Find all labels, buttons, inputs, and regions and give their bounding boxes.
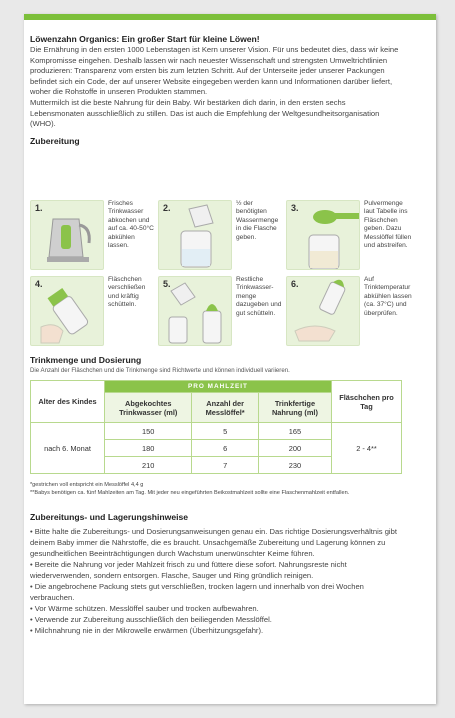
dosage-table — [30, 380, 402, 474]
step-text: ½ der benötigten Wassermenge in die Flasche geben. — [236, 200, 279, 241]
bottles-value: 2 - 4** — [332, 423, 402, 474]
step-number: 3. — [291, 203, 299, 213]
ready-cell: 165 — [258, 423, 331, 440]
hint-item: • Milchnahrung nie in der Mikrowelle erwärmen (Überhitzungsgefahr). — [30, 626, 264, 635]
step-text: Pulvermenge laut Tabelle ins Fläschchen geben. Dazu Messlöffel füllen und abstreifen. — [364, 200, 412, 250]
per-meal-header: PRO MAHLZEIT — [105, 381, 332, 393]
hint-item: • Die angebrochene Packung stets gut verschließen, trocken lagern und innerhalb von drei Wochen verbrauchen. — [30, 582, 364, 602]
step-text: Restliche Trinkwasser-menge dazugeben und gut schütteln. — [236, 276, 282, 317]
ready-cell: 200 — [258, 440, 331, 457]
hint-item: • Bereite die Nahrung vor jeder Mahlzeit frisch zu und füttere diese sofort. Nahrungsreste nicht wiederverwenden, sondern entsorgen. Flasche, Sauger und Ring gründlich reinigen. — [30, 560, 347, 580]
step-number: 4. — [35, 279, 43, 289]
water-cell: 210 — [105, 457, 192, 474]
step-number: 1. — [35, 203, 43, 213]
prep-step-4 — [30, 276, 152, 354]
prep-step-1 — [30, 200, 152, 278]
prep-step-3 — [286, 200, 412, 278]
scoops-cell: 6 — [192, 440, 258, 457]
prep-step-5 — [158, 276, 280, 354]
intro-title: Löwenzahn Organics: Ein großer Start für kleine Löwen! — [30, 34, 260, 44]
dosage-note-2: **Babys benötigen ca. fünf Mahlzeiten am Tag. Mit jeder neu eingeführten Beikostmahlzeit sollte eine Flaschenmahlzeit entfallen. — [30, 489, 350, 496]
dosage-note-1: *gestrichen voll entspricht ein Messlöffel 4,4 g — [30, 482, 144, 488]
water-cell: 150 — [105, 423, 192, 440]
hint-item: • Verwende zur Zubereitung ausschließlich den beiliegenden Messlöffel. — [30, 615, 272, 624]
intro-paragraph-2: Muttermilch ist die beste Nahrung für dein Baby. Wir bestärken dich darin, in den ersten sechs Lebensmonaten ausschließlich zu stillen. Das ist auch die Empfehlung der Weltgesundheitsorganisation (WHO). — [30, 97, 380, 129]
hints-list — [30, 526, 402, 636]
prep-step-6 — [286, 276, 412, 354]
step-number: 2. — [163, 203, 171, 213]
hint-item: • Bitte halte die Zubereitungs- und Dosierungsanweisungen genau ein. Das richtige Dosierungsverhältnis gibt deinem Baby immer die Nährstoffe, die es braucht. Unsachgemäße Zubereitung und Lagerung können zu gesundheitlichen Beeinträchtigungen durch Wachstum unerwünschter Keime führen. — [30, 527, 397, 558]
water-header: Abgekochtes Trinkwasser (ml) — [105, 393, 192, 423]
step-number: 5. — [163, 279, 171, 289]
scoops-cell: 5 — [192, 423, 258, 440]
ready-cell: 230 — [258, 457, 331, 474]
bottles-header: Fläschchen pro Tag — [332, 381, 402, 423]
ready-header: Trinkfertige Nahrung (ml) — [258, 393, 331, 423]
hints-title: Zubereitungs- und Lagerungshinweise — [30, 512, 189, 522]
step-text: Auf Trinktemperatur abkühlen lassen (ca. 37°C) und überprüfen. — [364, 276, 412, 317]
age-value: nach 6. Monat — [31, 423, 105, 474]
water-cell: 180 — [105, 440, 192, 457]
prep-title: Zubereitung — [30, 135, 80, 146]
dosage-notes — [30, 482, 349, 498]
dosage-subtitle: Die Anzahl der Fläschchen und die Trinkmenge sind Richtwerte und können individuell variieren. — [30, 367, 290, 374]
intro-section — [30, 34, 402, 147]
top-accent-bar — [24, 14, 436, 20]
step-text: Fläschchen verschließen und kräftig schütteln. — [108, 276, 146, 309]
age-header: Alter des Kindes — [31, 381, 105, 423]
scoops-cell: 7 — [192, 457, 258, 474]
hint-item: • Vor Wärme schützen. Messlöffel sauber und trocken aufbewahren. — [30, 604, 259, 613]
scoops-header: Anzahl der Messlöffel* — [192, 393, 258, 423]
prep-step-2 — [158, 200, 280, 278]
step-number: 6. — [291, 279, 299, 289]
dosage-title: Trinkmenge und Dosierung — [30, 355, 142, 365]
intro-paragraph-1: Die Ernährung in den ersten 1000 Lebenstagen ist Kern unserer Vision. Für uns bedeutet dies, dass wir keine Kompromisse eingehen. Deshalb lassen wir nach neuester Wissenschaft und strengsten Umweltrichtlinien produzieren: Transparenz vom ersten bis zum letzten Schritt. Auf der Unterseite jeder unserer Packungen befindet sich ein Code, der auf unserer Website eingegeben werden kann und Informationen darüber liefert, woher die Rohstoffe in unseren Produkten stammen. — [30, 45, 399, 97]
step-text: Frisches Trinkwasser abkochen und auf ca. 40-50°C abkühlen lassen. — [108, 200, 154, 250]
